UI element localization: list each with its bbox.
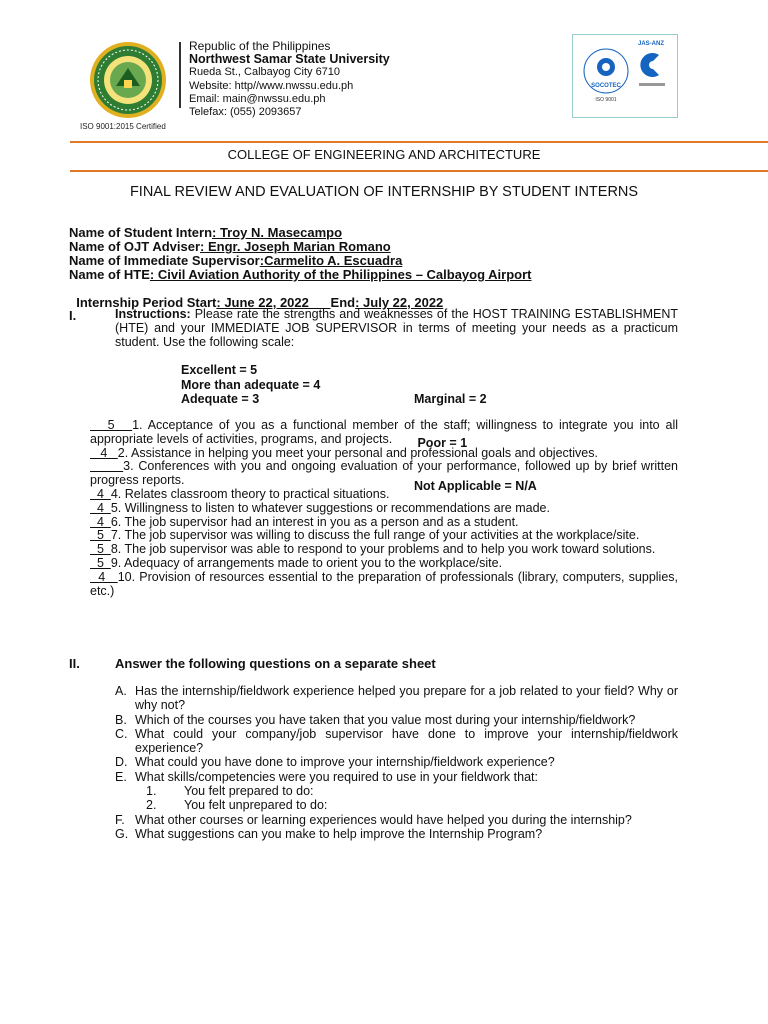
ojt-adviser-value: : Engr. Joseph Marian Romano: [200, 239, 391, 254]
rating-item: [90, 557, 678, 571]
instructions-paragraph: [115, 307, 678, 350]
question-letter: E.: [115, 769, 127, 784]
question-text: What skills/competencies were you required to use in your fieldwork that:: [135, 769, 538, 784]
scale-not-applicable: Not Applicable = N/A: [414, 479, 537, 493]
student-intern-value: : Troy N. Masecampo: [212, 225, 343, 240]
rating-answer[interactable]: 5: [90, 542, 111, 557]
website-line: Website: http//www.nwssu.edu.ph: [189, 79, 354, 92]
rating-answer[interactable]: 4: [90, 514, 111, 529]
rating-item-text: 8. The job supervisor was able to respond to your problems and to help you work toward solutions.: [110, 542, 656, 557]
hte-value: : Civil Aviation Authority of the Philippines – Calbayog Airport: [149, 267, 532, 282]
rating-item-text: 9. Adequacy of arrangements made to orient you to the workplace/site.: [110, 555, 503, 570]
question-text: What could your company/job supervisor have done to improve your internship/fieldwork experience?: [135, 726, 678, 756]
question-letter: C.: [115, 726, 128, 741]
telefax-line: Telefax: (055) 2093657: [189, 106, 302, 119]
svg-text:ISO 9001: ISO 9001: [595, 97, 617, 103]
sub-question-item: [115, 784, 678, 798]
rating-answer[interactable]: 4: [90, 486, 111, 501]
rating-answer[interactable]: 4: [90, 445, 118, 460]
question-item: [115, 684, 678, 713]
question-item: [115, 755, 678, 769]
immediate-supervisor-value: :Carmelito A. Escuadra: [259, 253, 403, 268]
rating-item-text: 3. Conferences with you and ongoing evaluation of your performance, followed up by brief written progress reports.: [90, 459, 679, 488]
period-end-label: End: [330, 295, 356, 310]
header-rule-top: [70, 141, 768, 143]
rating-item: [90, 419, 678, 447]
sub-question-text: You felt prepared to do:: [184, 784, 314, 799]
period-start-label: Internship Period Start: [76, 295, 217, 310]
scale-adequate: Adequate = 3: [181, 392, 260, 406]
student-intern-label: Name of Student Intern: [69, 225, 213, 240]
question-item: [115, 727, 678, 756]
rating-item-text: 5. Willingness to listen to whatever suggestions or recommendations are made.: [110, 500, 550, 515]
ojt-adviser-row: [69, 240, 391, 254]
republic-line: Republic of the Philippines: [189, 39, 331, 53]
rating-item-text: 6. The job supervisor had an interest in you as a person and as a student.: [110, 514, 519, 529]
sub-question-item: [115, 798, 678, 812]
rating-item-text: 4. Relates classroom theory to practical situations.: [110, 486, 390, 501]
iso-certification-badge: [572, 34, 678, 118]
question-item: [115, 813, 678, 827]
question-text: Has the internship/fieldwork experience helped you prepare for a job related to your field? Why or why not?: [135, 684, 678, 713]
rating-item-text: 10. Provision of resources essential to the preparation of professionals (library, computers, supplies, etc.): [90, 569, 678, 598]
rating-answer[interactable]: 4: [90, 569, 118, 584]
period-start-value: : June 22, 2022: [216, 295, 331, 310]
university-seal-logo: [80, 40, 176, 120]
rating-item: [90, 516, 678, 530]
question-text: Which of the courses you have taken that you value most during your internship/fieldwork?: [135, 712, 636, 727]
instructions-text: Please rate the strengths and weaknesses of the HOST TRAINING ESTABLISHMENT (HTE) and your IMMEDIATE JOB SUPERVISOR in terms of meeting your needs as a practicum student. Use the following scale:: [115, 307, 678, 350]
rating-item: [90, 571, 678, 599]
rating-item-text: 2. Assistance in helping you meet your personal and professional goals and objectives.: [117, 445, 598, 460]
rating-answer[interactable]: 5: [90, 528, 111, 543]
rating-answer[interactable]: [90, 459, 123, 473]
question-text: What other courses or learning experiences would have helped you during the internship?: [135, 812, 632, 827]
sub-question-text: You felt unprepared to do:: [184, 798, 328, 813]
section-2-number: II.: [69, 656, 80, 671]
university-name: Northwest Samar State University: [189, 52, 390, 67]
rating-item-text: 1. Acceptance of you as a functional member of the staff; willingness to integrate you into all appropriate levels of activities, programs, and projects.: [90, 418, 678, 446]
rating-item: [90, 543, 678, 557]
scale-poor: Poor = 1: [414, 435, 468, 450]
hte-row: [69, 268, 532, 282]
student-intern-row: [69, 226, 342, 240]
rating-answer[interactable]: 5: [90, 418, 133, 432]
immediate-supervisor-row: [69, 254, 402, 268]
ojt-adviser-label: Name of OJT Adviser: [69, 239, 201, 254]
question-letter: B.: [115, 712, 127, 727]
iso-certified-label: ISO 9001:2015 Certified: [80, 122, 166, 131]
immediate-supervisor-label: Name of Immediate Supervisor: [69, 253, 260, 268]
instructions-label: Instructions:: [115, 307, 191, 321]
rating-item-text: 7. The job supervisor was willing to discuss the full range of your activities at the workplace/site.: [110, 528, 640, 543]
scale-left-column: [181, 363, 320, 407]
header-rule-bottom: [70, 170, 768, 172]
rating-item: [90, 529, 678, 543]
scale-marginal: Marginal = 2: [414, 392, 487, 406]
university-header: [189, 40, 390, 119]
rating-item: [90, 447, 678, 461]
section-2-title: Answer the following questions on a separate sheet: [115, 656, 436, 671]
question-text: What could you have done to improve your internship/fieldwork experience?: [135, 755, 555, 770]
document-title: FINAL REVIEW AND EVALUATION OF INTERNSHIP BY STUDENT INTERNS: [129, 184, 639, 200]
rating-answer[interactable]: 5: [90, 555, 111, 570]
header-divider: [179, 42, 181, 108]
question-letter: D.: [115, 755, 128, 770]
rating-items-list: [90, 419, 678, 598]
sub-question-number: 1.: [146, 784, 157, 799]
sub-question-number: 2.: [146, 798, 157, 813]
scale-more-than-adequate: More than adequate = 4: [181, 377, 321, 392]
questions-list: [115, 684, 678, 841]
question-item: [115, 713, 678, 727]
rating-answer[interactable]: 4: [90, 500, 111, 515]
svg-text:SOCOTEC: SOCOTEC: [591, 83, 621, 89]
question-letter: F.: [115, 812, 125, 827]
internship-period-row: [69, 282, 443, 310]
question-item: [115, 770, 678, 784]
question-item: [115, 827, 678, 841]
svg-text:JAS-ANZ: JAS-ANZ: [637, 41, 665, 47]
rating-item: [90, 502, 678, 516]
email-line: Email: main@nwssu.edu.ph: [189, 92, 326, 105]
period-end-value: : July 22, 2022: [355, 295, 444, 310]
rating-item: [90, 460, 678, 488]
college-name: COLLEGE OF ENGINEERING AND ARCHITECTURE: [227, 147, 541, 162]
address-line: Rueda St., Calbayog City 6710: [189, 66, 341, 79]
question-letter: A.: [115, 684, 127, 698]
rating-item: [90, 488, 678, 502]
question-text: What suggestions can you make to help improve the Internship Program?: [135, 826, 543, 841]
scale-excellent: Excellent = 5: [181, 363, 258, 377]
hte-label: Name of HTE: [69, 267, 150, 282]
section-1-number: I.: [69, 308, 77, 323]
question-letter: G.: [115, 826, 129, 841]
